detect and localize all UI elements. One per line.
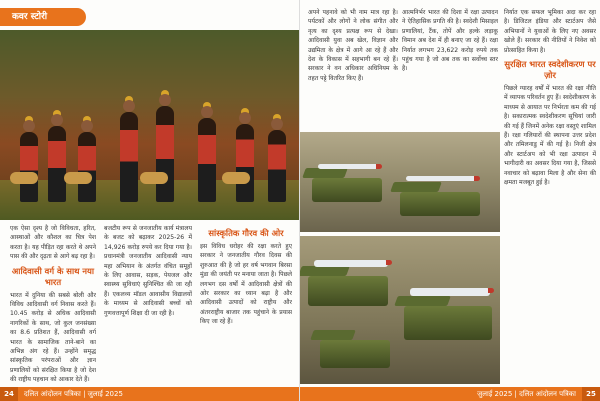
left-column-1 bbox=[10, 224, 96, 384]
page-number-right: 25 bbox=[582, 387, 600, 401]
right-paragraph-1: अपने पहनावे को भी नाम मात्र रहा है। पर्यटकों और लोगों ने लोक संगीत और नृत्य का दृश्य प्रत्यक्ष रूप से देखा। आदिवासी युवा अब खेल, विज्ञान और उद्यमिता के क्षेत्र में आगे आ रहे हैं और देश के विकास में सहभागी बन रहे हैं। सरकार ने वन अधिकार अधिनियम के तहत पट्टे वितरित किए हैं। bbox=[308, 9, 398, 82]
missile-parade-photo-bottom bbox=[300, 236, 500, 384]
sub-head-defence: सुरक्षित भारत स्वदेशीकरण पर ज़ोर bbox=[504, 59, 596, 81]
sub-head-tribal: आदिवासी वर्ग के साथ नया भारत bbox=[11, 265, 95, 287]
budget-paragraph: बजटीय रूप से जनजातीय कार्य मंत्रालय के बजट को बढ़ाकर 2025-26 में 14,926 करोड़ रुपये कर दिया गया है। प्रधानमंत्री जनजातीय आदिवासी न्याय महा अभियान के अंतर्गत वंचित समूहों के लिए आवास, सड़क, पेयजल और स्वास्थ्य सुविधाएं सुनिश्चित की जा रही हैं। एकलव्य मॉडल आवासीय विद्यालयों के माध्यम से आदिवासी बच्चों को गुणवत्तापूर्ण शिक्षा दी जा रही है। bbox=[104, 225, 192, 317]
left-column-2 bbox=[104, 224, 192, 384]
page-number-left: 24 bbox=[0, 387, 18, 401]
right-page bbox=[300, 0, 600, 401]
footer-title-right: जुलाई 2025 | दलित आंदोलन पत्रिका bbox=[477, 390, 576, 398]
right-paragraph-3a: निर्यात एक सफल भूमिका अदा कर रहा है। डिजिटल इंडिया और स्टार्टअप जैसे अभियानों ने युवाओं के लिए नए अवसर खोले हैं। सरकार की नीतियों ने निवेश को प्रोत्साहित किया है। bbox=[504, 9, 596, 54]
intro-paragraph: एक ऐसा दृश्य है जो विविधता, हरित, आस्थाओं और कौशल का चित्र पेश करता है। यह पीड़ित रहा करते थे अपने पास की और दृढ़ता से आगे बढ़ रहा है। bbox=[10, 225, 96, 261]
footer-title-left: दलित आंदोलन पत्रिका | जुलाई 2025 bbox=[24, 390, 123, 398]
right-column-2 bbox=[402, 8, 498, 128]
missile-parade-photo-top bbox=[300, 132, 500, 232]
section-tag: कवर स्टोरी bbox=[0, 8, 86, 26]
culture-paragraph: इस विविध धरोहर की रक्षा करते हुए सरकार ने जनजातीय गौरव दिवस की शुरुआत की है जो हर वर्ष भगवान बिरसा मुंडा की जयंती पर मनाया जाता है। पिछले लगभग दस वर्षों में आदिवासी क्षेत्रों की ओर सरकार का ध्यान बढ़ा है और आदिवासी उत्पादों को राष्ट्रीय और अंतरराष्ट्रीय बाजार तक पहुंचाने के प्रयास किए जा रहे हैं। bbox=[200, 243, 292, 326]
left-column-3 bbox=[200, 224, 292, 384]
right-footer bbox=[300, 387, 600, 401]
right-column-3 bbox=[504, 8, 596, 368]
left-footer bbox=[0, 387, 299, 401]
right-column-1 bbox=[308, 8, 398, 128]
tribal-paragraph: भारत में दुनिया की सबसे बोली और विविध आदिवासी वर्ग निवास करते हैं। 10.45 करोड़ से अधिक आदिवासी नागरिकों के साथ, जो कुल जनसंख्या का 8.6 प्रतिशत हैं, आदिवासी वर्ग भारत के सामाजिक ताने-बाने का अभिन्न अंग रहे हैं। उन्होंने समृद्ध सांस्कृतिक परंपराओं और ज्ञान प्रणालियों को संरक्षित किया है जो देश की राष्ट्रीय पहचान को आकार देते हैं। bbox=[10, 291, 96, 384]
tribal-dancers-photo bbox=[0, 30, 300, 220]
sub-head-culture: सांस्कृतिक गौरव की ओर bbox=[208, 228, 284, 238]
right-paragraph-2: आत्मनिर्भर भारत की दिशा में रक्षा उत्पादन ने ऐतिहासिक प्रगति की है। स्वदेशी मिसाइल प्रणालियां, टैंक, तोपें और हल्के लड़ाकू विमान अब देश में ही बनाए जा रहे हैं। रक्षा निर्यात लगभग 23,622 करोड़ रुपये तक पहुंच गया है जो अब तक का सर्वोच्च स्तर है। bbox=[402, 9, 498, 73]
right-paragraph-3b: पिछले ग्यारह वर्षों में भारत की रक्षा नीति में व्यापक परिवर्तन हुए हैं। स्वदेशीकरण के माध्यम से आयात पर निर्भरता कम की गई है। सकारात्मक स्वदेशीकरण सूचियां जारी की गई हैं जिनमें अनेक रक्षा वस्तुएं शामिल हैं। रक्षा गलियारों की स्थापना उत्तर प्रदेश और तमिलनाडु में की गई है। निजी क्षेत्र और स्टार्टअप को भी रक्षा उत्पादन में भागीदारी का अवसर दिया गया है, जिससे नवाचार को बढ़ावा मिला है और सेना की क्षमता मजबूत हुई है। bbox=[504, 85, 596, 187]
